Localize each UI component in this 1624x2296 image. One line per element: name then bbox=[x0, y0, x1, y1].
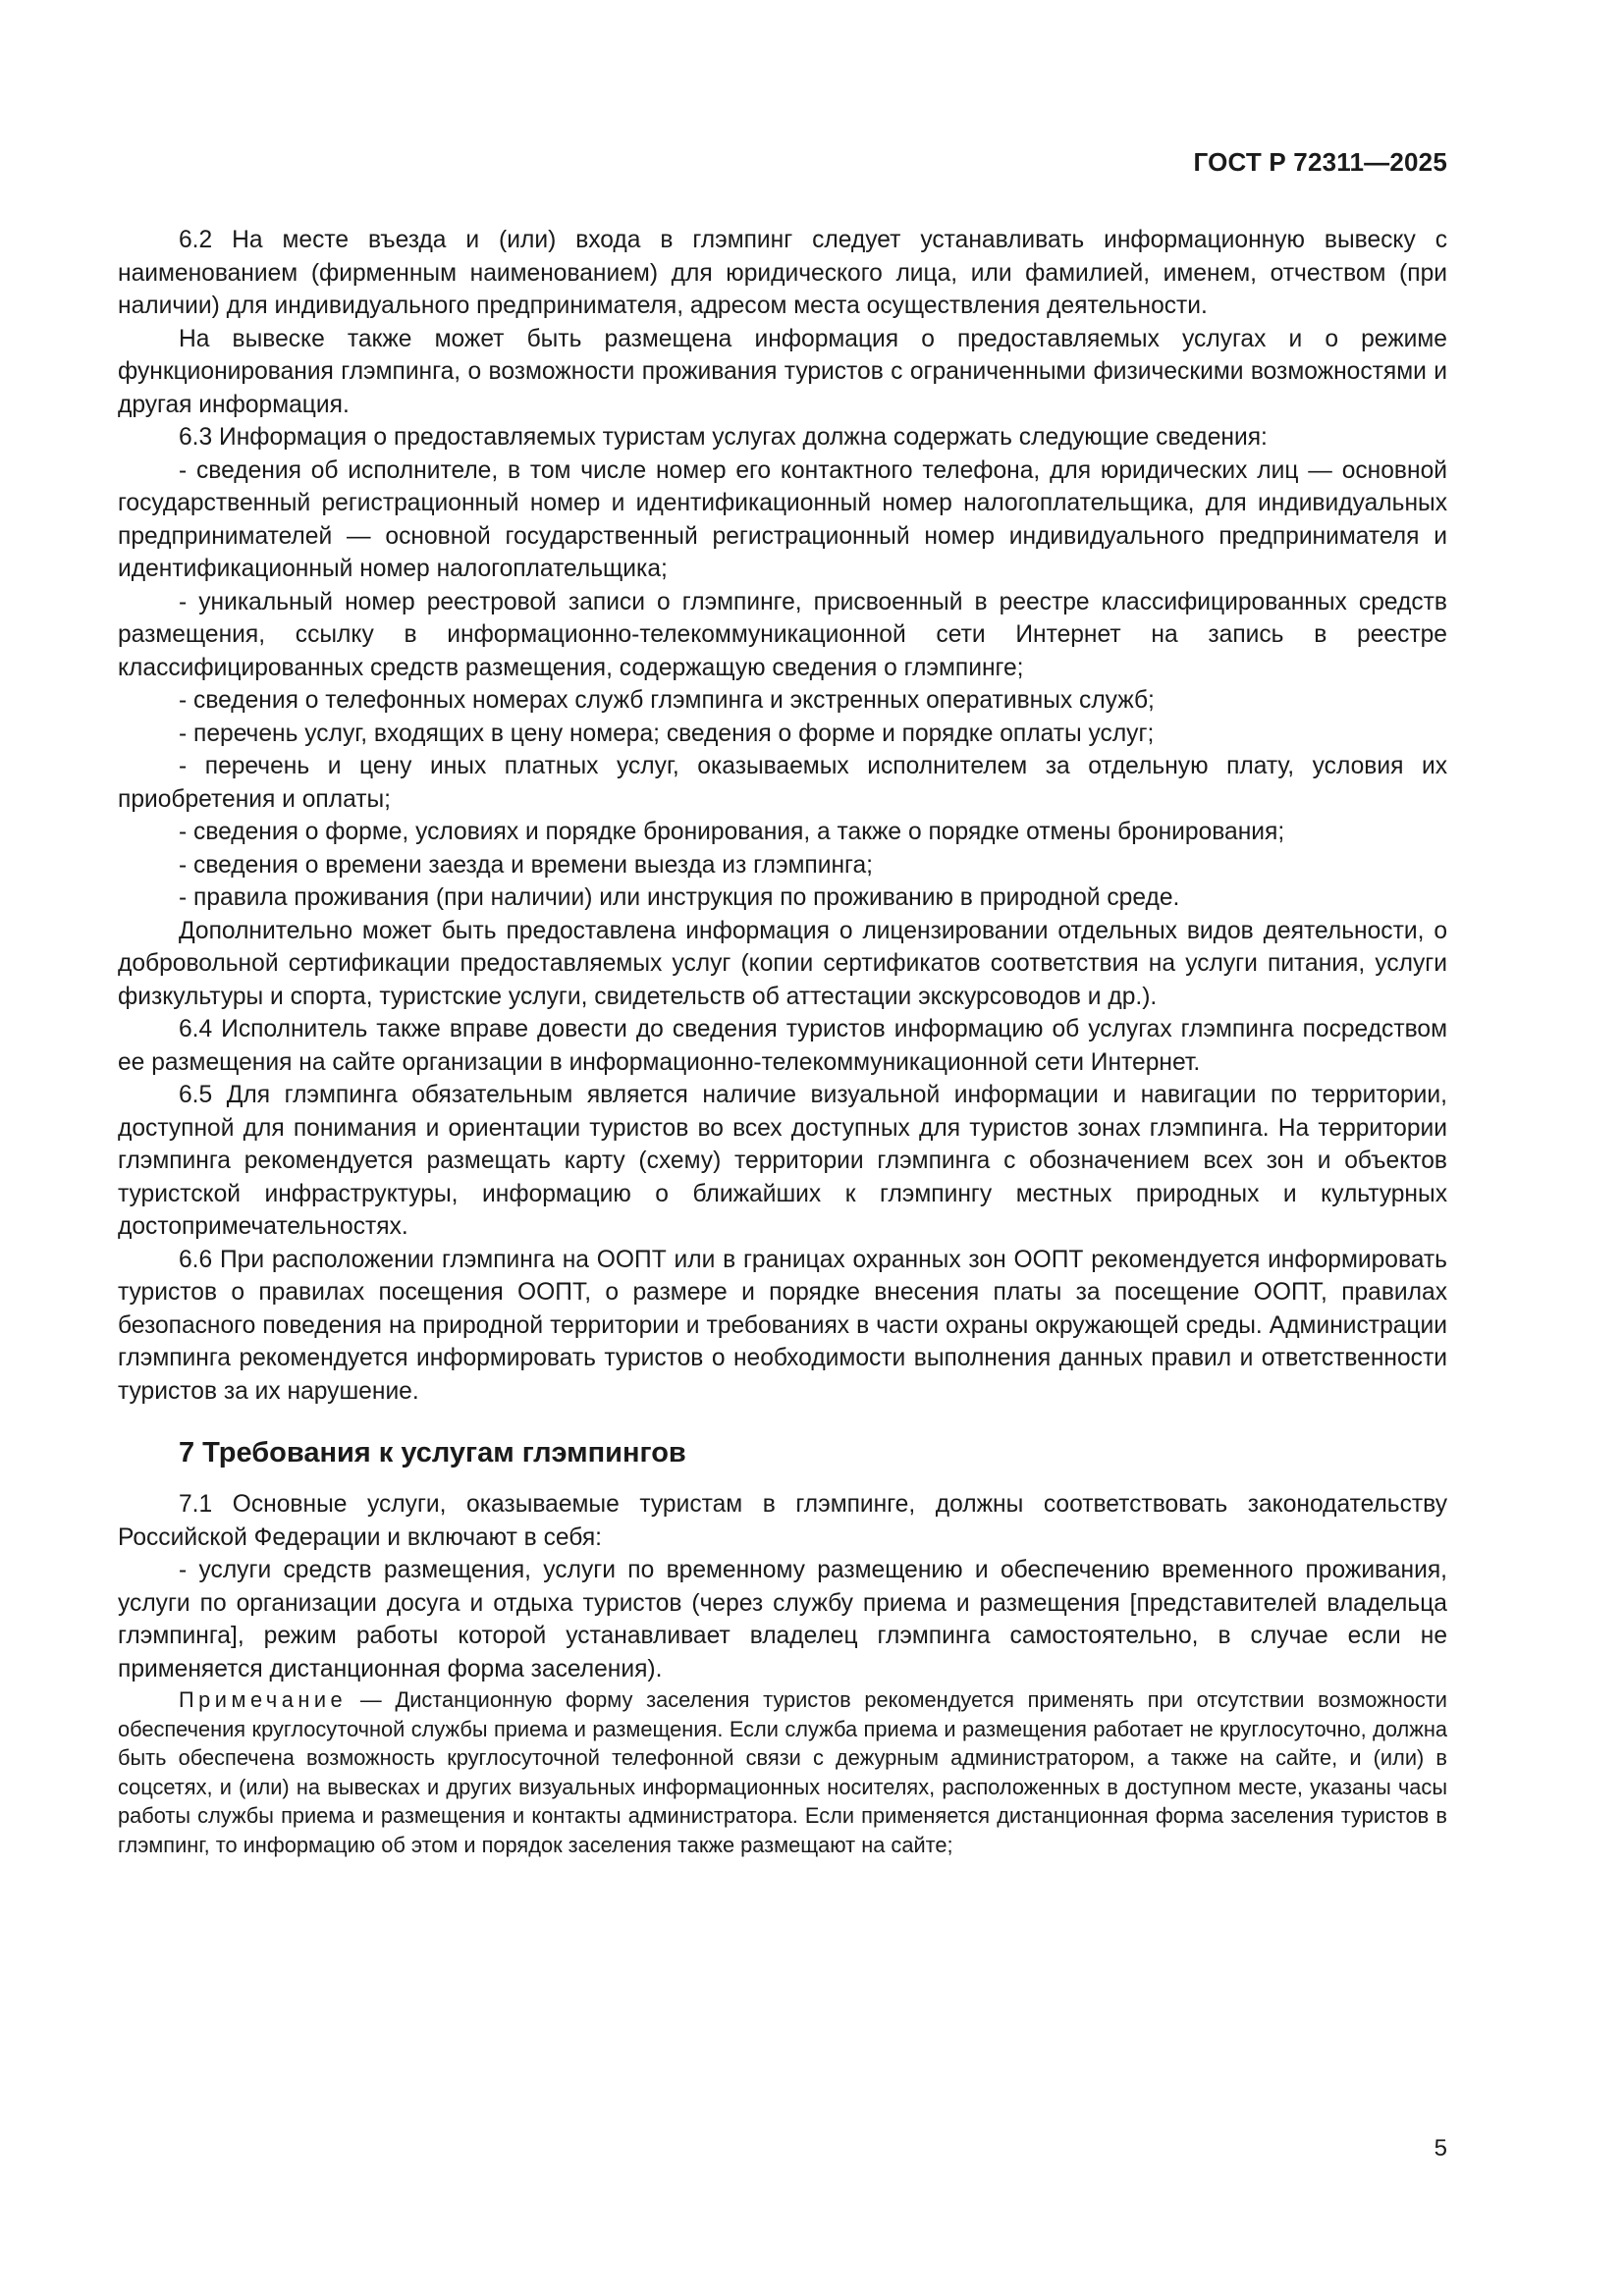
list-item: - сведения об исполнителе, в том числе номер его контактного телефона, для юридических лиц — основной государственный регистрационный номер и идентификационный номер налогоплательщика, для индивидуальных предпринимателей — основной государственный регистрационный номер индивидуального предпринимателя и идентификационный номер налогоплательщика; bbox=[118, 456, 1447, 582]
paragraph-6-6: 6.6 При расположении глэмпинга на ООПТ или в границах охранных зон ООПТ рекомендуется информировать туристов о правилах посещения ООПТ, о размере и порядке внесения платы за посещение ООПТ, правилах безопасного поведения на природной территории и требованиях в части охраны окружающей среды. Администрации глэмпинга рекомендуется информировать туристов о необходимости выполнения данных правил и ответственности туристов за их нарушение. bbox=[118, 1246, 1447, 1405]
list-item: - услуги средств размещения, услуги по временному размещению и обеспечению временного проживания, услуги по организации досуга и отдыха туристов (через службу приема и размещения [представителей владельца глэмпинга], режим работы которой устанавливает владелец глэмпинга самостоятельно, в случае если не применяется дистанционная форма заселения). bbox=[118, 1557, 1447, 1682]
paragraph-6-4: 6.4 Исполнитель также вправе довести до сведения туристов информацию об услугах глэмпинга посредством ее размещения на сайте организации в информационно-телекоммуникационной сети Интернет. bbox=[118, 1016, 1447, 1076]
list-item: - уникальный номер реестровой записи о глэмпинге, присвоенный в реестре классифицированных средств размещения, ссылку в информационно-телекоммуникационной сети Интернет на запись в реестре классифицированных средств размещения, содержащую сведения о глэмпинге; bbox=[118, 588, 1447, 681]
list-item: - перечень и цену иных платных услуг, оказываемых исполнителем за отдельную плату, условия их приобретения и оплаты; bbox=[118, 753, 1447, 813]
paragraph-6-2-signage: На вывеске также может быть размещена информация о предоставляемых услугах и о режиме функционирования глэмпинга, о возможности проживания туристов с ограниченными физическими возможностями и другая информация. bbox=[118, 325, 1447, 418]
paragraph-additional-info: Дополнительно может быть предоставлена информация о лицензировании отдельных видов деятельности, о добровольной сертификации предоставляемых услуг (копии сертификатов соответствия на услуги питания, услуги физкультуры и спорта, туристские услуги, свидетельств об аттестации экскурсоводов и др.). bbox=[118, 917, 1447, 1010]
page-number: 5 bbox=[1434, 2135, 1447, 2162]
note-text: — Дистанционную форму заселения туристов рекомендуется применять при отсутствии возможности обеспечения круглосуточной службы приема и размещения. Если служба приема и размещения работает не круглосуточно, должна быть обеспечена возможность круглосуточной телефонной связи с дежурным администратором, а также на сайте, и (или) в соцсетях, и (или) на вывесках и других визуальных информационных носителях, расположенных в доступном месте, указаны часы работы службы приема и размещения и контакты администратора. Если применяется дистанционная форма заселения туристов в глэмпинг, то информацию об этом и порядок заселения также размещают на сайте; bbox=[118, 1687, 1447, 1857]
paragraph-6-3: 6.3 Информация о предоставляемых туристам услугах должна содержать следующие сведения: bbox=[179, 424, 1268, 451]
document-body bbox=[118, 224, 1447, 1859]
list-item: - сведения о форме, условиях и порядке бронирования, а также о порядке отмены бронирования; bbox=[179, 819, 1285, 845]
document-header: ГОСТ Р 72311—2025 bbox=[1193, 147, 1447, 177]
list-item: - перечень услуг, входящих в цену номера; сведения о форме и порядке оплаты услуг; bbox=[179, 720, 1155, 747]
note-label: Примечание bbox=[179, 1687, 348, 1712]
paragraph-7-1: 7.1 Основные услуги, оказываемые туристам в глэмпинге, должны соответствовать законодательству Российской Федерации и включают в себя: bbox=[118, 1491, 1447, 1551]
list-item: - сведения о времени заезда и времени выезда из глэмпинга; bbox=[179, 851, 873, 879]
list-item: - правила проживания (при наличии) или инструкция по проживанию в природной среде. bbox=[179, 884, 1180, 911]
paragraph-6-5: 6.5 Для глэмпинга обязательным является наличие визуальной информации и навигации по территории, доступной для понимания и ориентации туристов во всех доступных для туристов зонах глэмпинга. На территории глэмпинга рекомендуется размещать карту (схему) территории глэмпинга с обозначением всех зон и объектов туристской инфраструктуры, информацию о ближайших к глэмпингу местных природных и культурных достопримечательностях. bbox=[118, 1082, 1447, 1240]
note bbox=[118, 1685, 1447, 1859]
section-7-title: 7 Требования к услугам глэмпингов bbox=[179, 1437, 686, 1468]
list-item: - сведения о телефонных номерах служб глэмпинга и экстренных оперативных служб; bbox=[179, 687, 1155, 714]
paragraph-6-2: 6.2 На месте въезда и (или) входа в глэмпинг следует устанавливать информационную вывеску с наименованием (фирменным наименованием) для юридического лица, или фамилией, именем, отчеством (при наличии) для индивидуального предпринимателя, адресом места осуществления деятельности. bbox=[118, 227, 1447, 319]
